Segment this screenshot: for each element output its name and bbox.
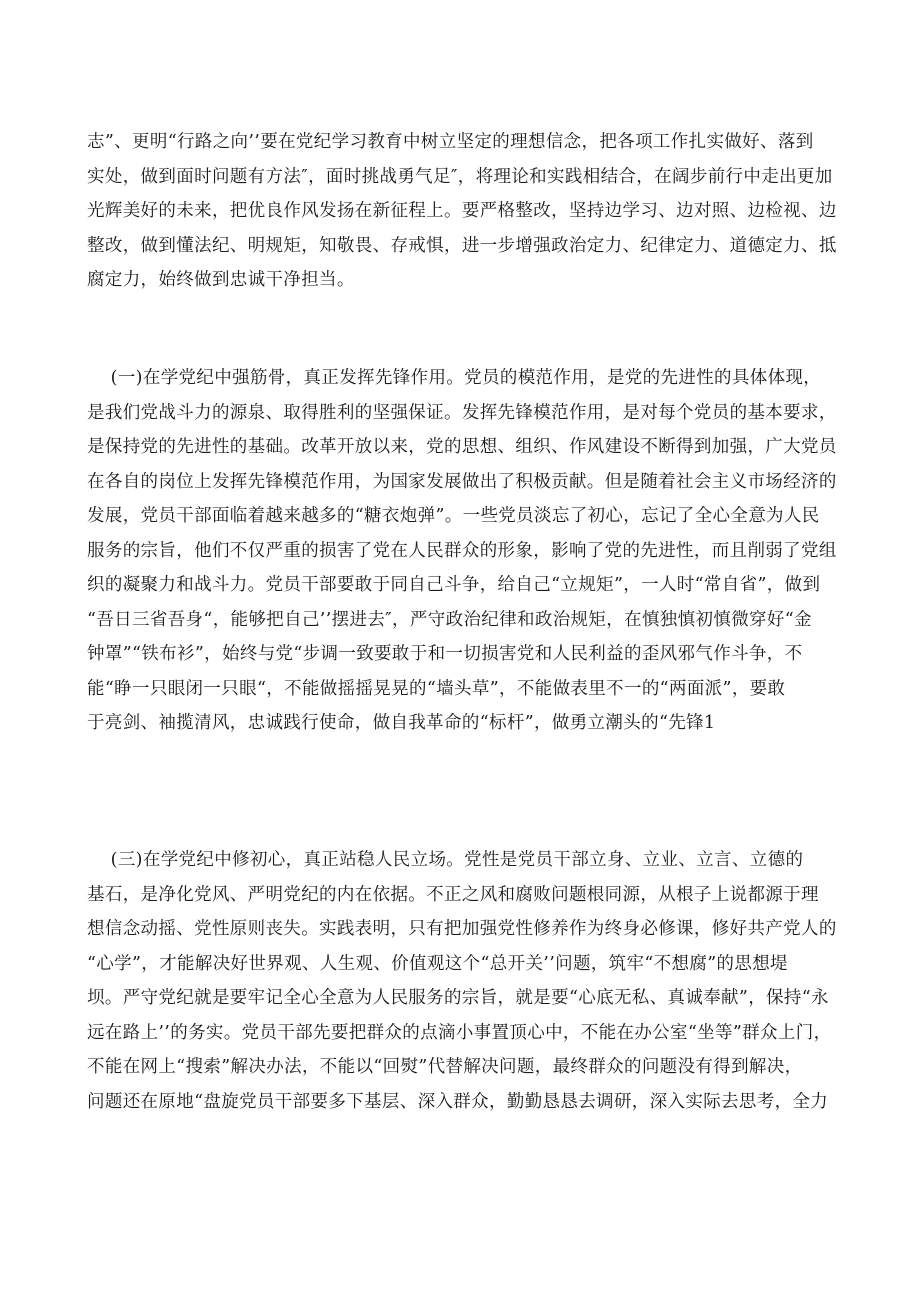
text-line: 在各自的岗位上发挥先锋模范作用，为国家发展做出了积极贡献。但是随着社会主义市场经济的 [87,471,837,492]
text-line: 光辉美好的未来，把优良作风发扬在新征程上。要严格整改，坚持边学习、边对照、边检视、边 [87,201,837,221]
text-line: 整改，做到懂法纪、明规矩，知敬畏、存戒惧，进一步增强政治定力、纪律定力、道德定力、抵 [87,235,837,256]
text-line: 实处，做到面时问题有方法″，面时挑战勇气足″，将理论和实践相结合，在阔步前行中走出更加 [87,166,833,187]
text-line: 远在路上’’的务实。党员干部先要把群众的点滴小事置顶心中，不能在办公室“坐等”群众上门， [87,1022,832,1043]
text-line: 是保持党的先进性的基础。改革开放以来，党的思想、组织、作风建设不断得到加强，广大党员 [87,437,837,457]
text-line: 不能在网上“搜索”解决办法，不能以“回熨”代替解决问题，最终群众的问题没有得到解决， [87,1057,803,1077]
paragraph-intro-continuation [87,125,857,298]
text-line: (三)在学党纪中修初心，真正站稳人民立场。党性是党员干部立身、立业、立言、立德的 [87,850,804,870]
text-line: 问题还在原地“盘旋党员干部要多下基层、深入群众，勤勤恳恳去调研，深入实际去思考，全力 [87,1091,829,1112]
text-line: (一)在学党纪中强筋骨，真正发挥先锋作用。党员的模范作用，是党的先进性的具体体现， [87,368,822,388]
text-line: 织的凝聚力和战斗力。党员干部要敢于同自己斗争，给自己“立规矩”，一人时“常自省”，做到 [87,575,821,595]
text-line: 能“睁一只眼闭一只眼“，不能做摇摇晃晃的“墙头草”，不能做表里不一的“两面派”，要敢 [87,678,786,699]
text-line: “心学”，才能解决好世界观、人生观、价值观这个“总开关’’问题，筑牢“不想腐”的思想堤 [87,953,788,974]
paragraph-section-one [87,361,857,741]
text-line: 腐定力，始终做到忠诚干净担当。 [87,270,355,290]
text-line: 是我们党战斗力的源泉、取得胜利的坚强保证。发挥先锋模范作用，是对每个党员的基本要求， [87,402,837,423]
text-line: 发展，党员干部面临着越来越多的“糖衣炮弹”。一些党员淡忘了初心，忘记了全心全意为人民 [87,506,820,526]
text-line: 基石，是净化党风、严明党纪的内在依据。不正之风和腐败问题根同源，从根子上说都源于理 [87,884,819,905]
text-line: 于亮剑、袖揽清风，忠诚践行使命，做自我革命的“标杆”，做勇立潮头的“先锋1 [87,713,716,733]
text-line: 钟罩”“铁布衫”，始终与党“步调一致要敢于和一切损害党和人民利益的歪风邪气作斗争，不 [87,644,803,664]
paragraph-section-three [87,843,857,1119]
text-line: “吾日三省吾身“，能够把自己’’摆进去″，严守政治纪律和政治规矩，在慎独慎初慎微穿好“金 [87,609,812,630]
text-line: 服务的宗旨，他们不仅严重的损害了党在人民群众的形象，影响了党的先进性，而且削弱了党组 [87,540,837,561]
text-line: 坝。严守党纪就是要牢记全心全意为人民服务的宗旨，就是要“心底无私、真诚奉献”，保持“永 [87,988,829,1008]
text-line: 想信念动摇、党性原则丧失。实践表明，只有把加强党性修养作为终身必修课，修好共产党人的 [87,919,837,939]
text-line: 志”、更明“行路之向’’要在党纪学习教育中树立坚定的理想信念，把各项工作扎实做好、落到 [87,132,814,152]
